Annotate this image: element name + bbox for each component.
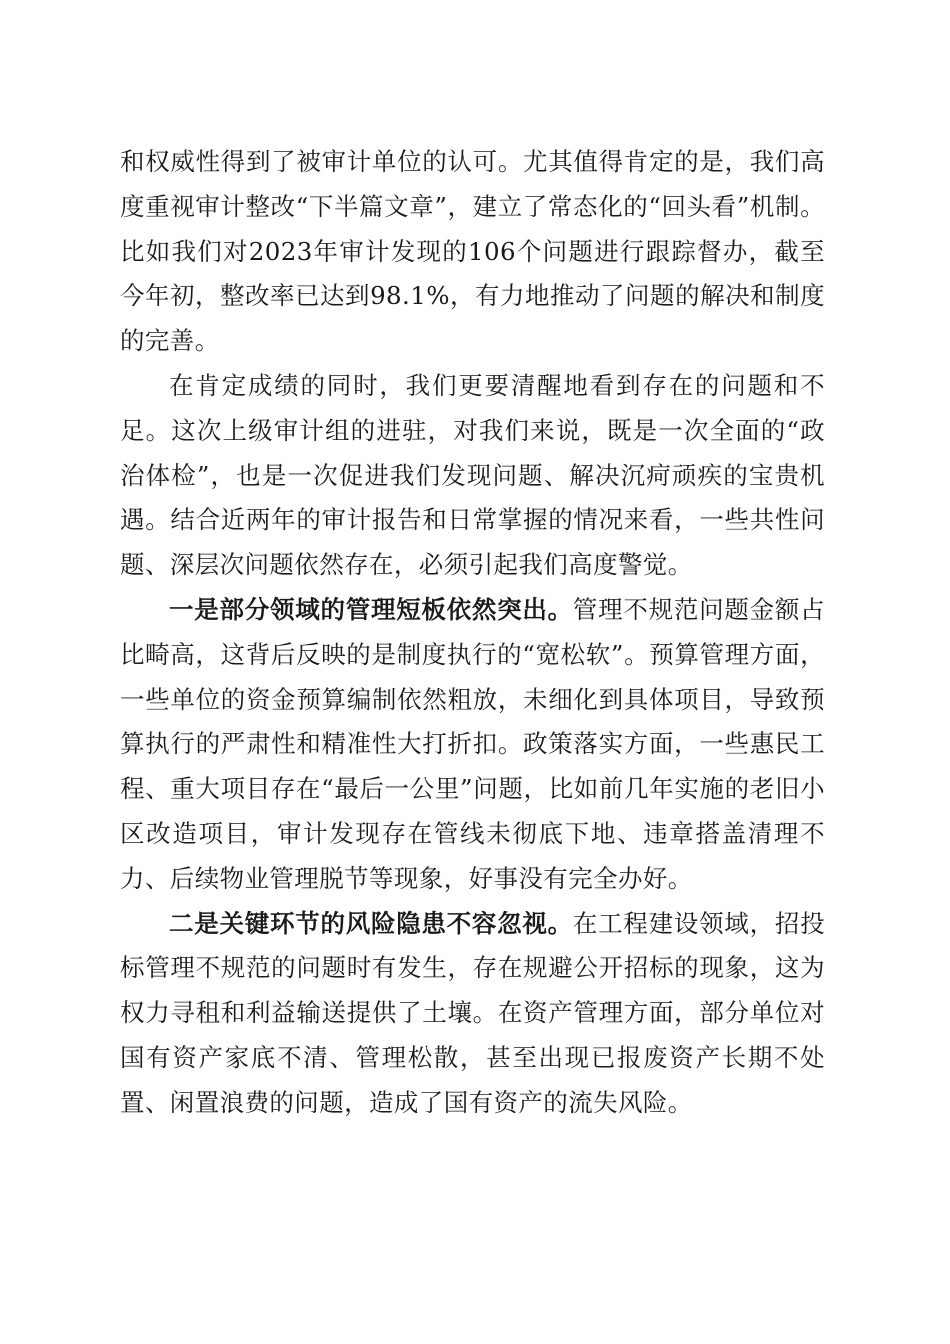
paragraph-text: 在肯定成绩的同时，我们更要清醒地看到存在的问题和不足。这次上级审计组的进驻，对我们来说，既是一次全面的“政治体检”，也是一次促进我们发现问题、解决沉疴顽疾的宝贵机遇。结合近两年的审计报告和日常掌握的情况来看，一些共性问题、深层次问题依然存在，必须引起我们高度警觉。 [120, 370, 825, 580]
paragraph-key-risks [120, 902, 825, 1126]
paragraph-text: 和权威性得到了被审计单位的认可。尤其值得肯定的是，我们高度重视审计整改“下半篇文章”，建立了常态化的“回头看”机制。比如我们对2023年审计发现的106个问题进行跟踪督办，截至今年初，整改率已达到98.1%，有力地推动了问题的解决和制度的完善。 [120, 147, 825, 356]
paragraph-continuation [120, 140, 825, 364]
paragraph-lead-heading: 二是关键环节的风险隐患不容忽视。 [169, 908, 573, 938]
paragraph-lead-heading: 一是部分领域的管理短板依然突出。 [169, 594, 573, 624]
document-body [120, 140, 825, 1126]
paragraph-text: 管理不规范问题金额占比畸高，这背后反映的是制度执行的“宽松软”。预算管理方面，一些单位的资金预算编制依然粗放，未细化到具体项目，导致预算执行的严肃性和精准性大打折扣。政策落实方面，一些惠民工程、重大项目存在“最后一公里”问题，比如前几年实施的老旧小区改造项目，审计发现存在管线未彻底下地、违章搭盖清理不力、后续物业管理脱节等现象，好事没有完全办好。 [120, 594, 825, 893]
paragraph-text: 在工程建设领域，招投标管理不规范的问题时有发生，存在规避公开招标的现象，这为权力寻租和利益输送提供了土壤。在资产管理方面，部分单位对国有资产家底不清、管理松散，甚至出现已报废资产长期不处置、闲置浪费的问题，造成了国有资产的流失风险。 [120, 908, 825, 1117]
paragraph-management-shortcomings [120, 588, 825, 902]
paragraph-issues-intro [120, 364, 825, 588]
